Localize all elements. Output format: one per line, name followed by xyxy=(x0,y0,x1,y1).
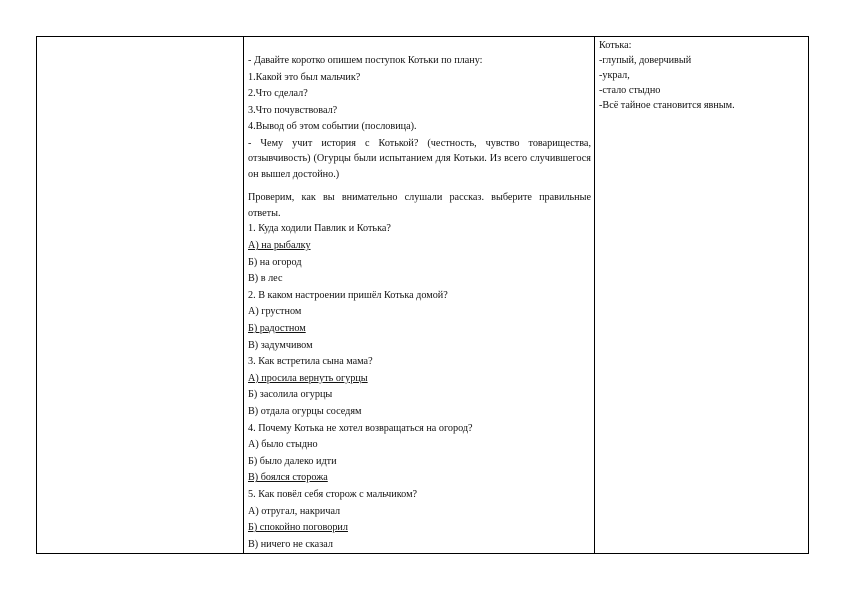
lesson-table xyxy=(36,36,809,554)
quiz-option: В) в лес xyxy=(248,273,283,285)
quiz-question: 5. Как повёл себя сторож с мальчиком? xyxy=(248,488,418,500)
quiz-question: 3. Как встретила сына мама? xyxy=(248,356,373,368)
activity-column-cell xyxy=(244,37,595,554)
plan-item: 4.Вывод об этом событии (пословица). xyxy=(248,121,417,133)
table-row xyxy=(37,37,809,554)
quiz-option-correct: А) просила вернуть огурцы xyxy=(248,372,368,384)
plan-item: 1.Какой это был мальчик? xyxy=(248,71,361,83)
answer-line: -украл, xyxy=(599,70,630,81)
quiz-option: А) было стыдно xyxy=(248,439,318,451)
lesson-question: - Чему учит история с Котькой? (честность, чувство товарищества, отзывчивость) (Огурцы были испытанием для Котьки. Из всего случившегося он вышел достойно.) xyxy=(248,137,591,180)
plan-intro: - Давайте коротко опишем поступок Котьки по плану: xyxy=(248,55,483,66)
quiz-option: Б) засолила огурцы xyxy=(248,389,333,401)
answer-line: -глупый, доверчивый xyxy=(599,55,692,66)
answers-column-cell xyxy=(595,37,809,554)
quiz-option: В) задумчивом xyxy=(248,339,313,351)
quiz-question: 1. Куда ходили Павлик и Котька? xyxy=(248,223,391,235)
answers-title: Котька: xyxy=(599,40,632,51)
quiz-option-correct: Б) спокойно поговорил xyxy=(248,522,348,534)
answer-line: -стало стыдно xyxy=(599,85,661,96)
quiz-intro: Проверим, как вы внимательно слушали рассказ. выберите правильные ответы. xyxy=(248,192,591,219)
quiz-question: 2. В каком настроении пришёл Котька домой? xyxy=(248,289,448,301)
quiz-option: В) ничего не сказал xyxy=(248,538,333,550)
quiz-option: А) отругал, накричал xyxy=(248,505,341,517)
quiz-option-correct: А) на рыбалку xyxy=(248,240,311,252)
left-column-cell xyxy=(37,37,244,554)
plan-item: 2.Что сделал? xyxy=(248,88,308,100)
quiz-option-correct: В) боялся сторожа xyxy=(248,472,328,484)
quiz-option: А) грустном xyxy=(248,306,302,318)
quiz-option: Б) на огород xyxy=(248,256,302,268)
quiz-question: 4. Почему Котька не хотел возвращаться на огород? xyxy=(248,422,473,434)
quiz-option-correct: Б) радостном xyxy=(248,323,306,335)
plan-item: 3.Что почувствовал? xyxy=(248,104,338,116)
quiz-option: Б) было далеко идти xyxy=(248,455,337,467)
answer-line: -Всё тайное становится явным. xyxy=(599,100,735,111)
quiz-option: В) отдала огурцы соседям xyxy=(248,406,362,417)
